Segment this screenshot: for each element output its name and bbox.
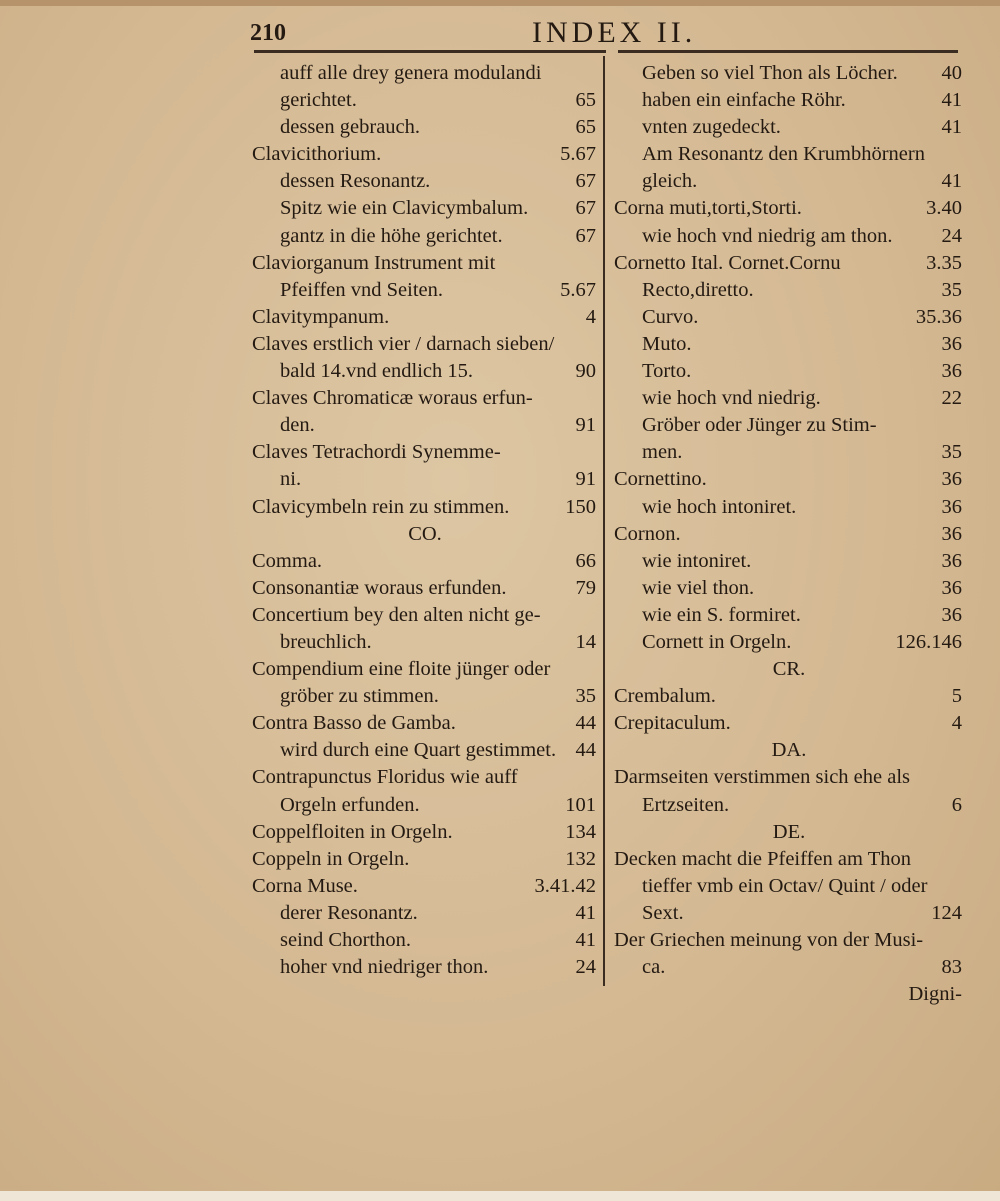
section-heading [614, 819, 964, 846]
entry-text: derer Resonantz. [280, 901, 418, 924]
entry-text: Consonantiæ woraus erfunden. [252, 576, 507, 599]
entry-page-ref: 67 [575, 170, 596, 193]
entry-page-ref: 36 [941, 603, 962, 626]
entry-text: Cornettino. [614, 468, 707, 491]
entry-page-ref: 35.36 [915, 305, 962, 328]
entry-page-ref: 14 [575, 630, 596, 653]
index-entry [614, 494, 964, 521]
entry-text: wie hoch vnd niedrig. [642, 387, 821, 410]
index-entry [614, 358, 964, 385]
entry-page-ref: 36 [941, 549, 962, 572]
entry-text: Darmseiten verstimmen sich ehe als [614, 766, 911, 789]
index-entry [614, 873, 964, 900]
index-entry [252, 602, 598, 629]
entry-page-ref: 5 [951, 685, 962, 708]
entry-page-ref: 24 [941, 224, 962, 247]
running-header [0, 16, 1000, 52]
entry-page-ref: 66 [575, 549, 596, 572]
entry-text: Gröber oder Jünger zu Stim- [642, 414, 877, 437]
entry-text: Am Resonantz den Krumbhörnern [642, 143, 925, 166]
entry-text: bald 14.vnd endlich 15. [280, 360, 474, 383]
index-entry [614, 548, 964, 575]
index-entry [252, 168, 598, 195]
entry-text: hoher vnd niedriger thon. [280, 956, 489, 979]
entry-text: gerichtet. [280, 89, 357, 112]
entry-page-ref: 3.40 [926, 197, 962, 220]
index-entry [614, 223, 964, 250]
index-entry [252, 819, 598, 846]
entry-page-ref: 41 [941, 89, 962, 112]
entry-text: CR. [772, 658, 806, 681]
column-divider [603, 56, 605, 986]
entry-text: breuchlich. [280, 630, 372, 653]
entry-text: Coppelfloiten in Orgeln. [252, 820, 453, 843]
entry-text: wie ein S. formiret. [642, 603, 801, 626]
index-entry [252, 277, 598, 304]
entry-page-ref: 5.67 [560, 278, 596, 301]
index-entry [614, 331, 964, 358]
entry-text: gröber zu stimmen. [280, 685, 439, 708]
index-entry [252, 114, 598, 141]
index-entry [614, 277, 964, 304]
entry-text: Der Griechen meinung von der Musi- [614, 929, 924, 951]
entry-page-ref: 36 [941, 495, 962, 518]
index-entry [614, 575, 964, 602]
entry-page-ref: 126.146 [895, 630, 962, 653]
entry-text: CO. [408, 522, 442, 545]
index-entry [614, 385, 964, 412]
entry-page-ref: 36 [941, 468, 962, 491]
index-entry [614, 521, 964, 548]
entry-page-ref: 36 [941, 576, 962, 599]
entry-text: den. [280, 414, 315, 437]
entry-page-ref: 44 [575, 739, 596, 762]
index-entry [614, 710, 964, 737]
index-entry [252, 195, 598, 222]
index-entry [614, 629, 964, 656]
index-entry [252, 87, 598, 114]
entry-page-ref: 3.35 [926, 251, 962, 274]
entry-text: Torto. [642, 360, 692, 383]
entry-page-ref: 90 [575, 360, 596, 383]
index-entry [252, 792, 598, 819]
entry-text: ca. [642, 956, 666, 979]
entry-text: haben ein einfache Röhr. [642, 89, 846, 112]
index-entry [614, 412, 964, 439]
entry-text: wie intoniret. [642, 549, 752, 572]
entry-text: wird durch eine Quart gestimmet. [280, 739, 557, 762]
page-title: INDEX II. [532, 16, 697, 49]
index-column-left [252, 60, 598, 981]
entry-page-ref: 83 [941, 956, 962, 979]
entry-text: Compendium eine floite jünger oder [252, 658, 551, 681]
entry-text: Contrapunctus Floridus wie auff [252, 766, 518, 789]
header-rule-right [618, 50, 958, 53]
index-entry [252, 737, 598, 764]
index-entry [252, 900, 598, 927]
entry-text: Decken macht die Pfeiffen am Thon [614, 847, 911, 870]
index-entry [252, 466, 598, 493]
entry-page-ref: 41 [941, 116, 962, 139]
index-entry [252, 575, 598, 602]
index-entry [614, 927, 964, 954]
entry-page-ref: 44 [575, 712, 596, 735]
entry-page-ref: 65 [575, 116, 596, 139]
entry-text: Corna Muse. [252, 874, 358, 897]
entry-page-ref: 65 [575, 89, 596, 112]
index-entry [252, 494, 598, 521]
entry-page-ref: 67 [575, 197, 596, 220]
catchword [614, 981, 964, 1008]
entry-text: Crepitaculum. [614, 712, 731, 735]
index-entry [252, 304, 598, 331]
entry-text: Claves Tetrachordi Synemme- [252, 441, 501, 464]
entry-page-ref: 101 [565, 793, 596, 816]
entry-page-ref: 3.41.42 [534, 874, 596, 897]
entry-text: Cornon. [614, 522, 681, 545]
entry-page-ref: 35 [575, 685, 596, 708]
entry-text: Spitz wie ein Clavicymbalum. [280, 197, 529, 220]
index-entry [252, 439, 598, 466]
index-entry [252, 927, 598, 954]
index-entry [252, 412, 598, 439]
entry-page-ref: 41 [575, 901, 596, 924]
entry-page-ref: 36 [941, 360, 962, 383]
entry-text: Claviorganum Instrument mit [252, 251, 496, 274]
index-entry [252, 873, 598, 900]
section-heading [614, 737, 964, 764]
index-entry [614, 900, 964, 927]
index-entry [252, 954, 598, 981]
index-entry [614, 439, 964, 466]
entry-page-ref: 124 [931, 901, 962, 924]
entry-page-ref: 4 [951, 712, 962, 735]
entry-text: seind Chorthon. [280, 929, 411, 951]
entry-page-ref: 35 [941, 441, 962, 464]
entry-text: dessen gebrauch. [280, 116, 421, 139]
entry-text: men. [642, 441, 683, 464]
entry-text: Clavicymbeln rein zu stimmen. [252, 495, 510, 518]
index-entry [252, 385, 598, 412]
entry-page-ref: 35 [941, 278, 962, 301]
entry-text: Muto. [642, 332, 692, 355]
entry-page-ref: 134 [565, 820, 596, 843]
index-entry [614, 304, 964, 331]
entry-text: Cornetto Ital. Cornet.Cornu [614, 251, 841, 274]
section-heading [614, 656, 964, 683]
entry-page-ref: 79 [575, 576, 596, 599]
entry-text: tieffer vmb ein Octav/ Quint / oder [642, 874, 928, 897]
entry-text: Geben so viel Thon als Löcher. [642, 62, 898, 84]
index-entry [252, 141, 598, 168]
index-column-right [614, 60, 964, 1008]
index-entry [252, 710, 598, 737]
entry-text: Claves Chromaticæ woraus erfun- [252, 387, 533, 410]
index-entry [252, 656, 598, 683]
entry-page-ref: 36 [941, 332, 962, 355]
index-entry [252, 846, 598, 873]
entry-text: Clavicithorium. [252, 143, 382, 166]
index-entry [614, 114, 964, 141]
index-entry [614, 168, 964, 195]
index-entry [614, 141, 964, 168]
entry-text: Recto,diretto. [642, 278, 754, 301]
index-entry [614, 87, 964, 114]
entry-text: Pfeiffen vnd Seiten. [280, 278, 444, 301]
entry-page-ref: 6 [951, 793, 962, 816]
entry-text: auff alle drey genera modulandi [280, 62, 542, 84]
entry-page-ref: 41 [941, 170, 962, 193]
entry-text: dessen Resonantz. [280, 170, 431, 193]
entry-page-ref: 5.67 [560, 143, 596, 166]
entry-page-ref: 91 [575, 414, 596, 437]
entry-text: wie viel thon. [642, 576, 755, 599]
entry-page-ref: 24 [575, 956, 596, 979]
entry-text: Crembalum. [614, 685, 716, 708]
index-entry [252, 548, 598, 575]
entry-text: Contra Basso de Gamba. [252, 712, 456, 735]
entry-text: DA. [771, 739, 807, 762]
index-entry [252, 358, 598, 385]
entry-text: gleich. [642, 170, 698, 193]
index-entry [252, 629, 598, 656]
entry-text: Coppeln in Orgeln. [252, 847, 410, 870]
entry-text: ni. [280, 468, 302, 491]
entry-text: wie hoch intoniret. [642, 495, 797, 518]
entry-text: Curvo. [642, 305, 699, 328]
index-entry [252, 764, 598, 791]
index-entry [614, 954, 964, 981]
entry-text: Comma. [252, 549, 323, 572]
entry-text: vnten zugedeckt. [642, 116, 781, 139]
index-entry [252, 223, 598, 250]
entry-page-ref: 41 [575, 929, 596, 951]
index-entry [614, 846, 964, 873]
entry-page-ref: 36 [941, 522, 962, 545]
index-entry [252, 331, 598, 358]
entry-text: gantz in die höhe gerichtet. [280, 224, 503, 247]
index-entry [614, 683, 964, 710]
entry-page-ref: 40 [941, 62, 962, 84]
entry-page-ref: 150 [565, 495, 596, 518]
entry-text: DE. [772, 820, 806, 843]
header-rule-left [254, 50, 606, 53]
index-entry [252, 250, 598, 277]
entry-text: Concertium bey den alten nicht ge- [252, 603, 541, 626]
index-entry [614, 466, 964, 493]
entry-text: Sext. [642, 901, 684, 924]
entry-text: Cornett in Orgeln. [642, 630, 792, 653]
entry-page-ref: 91 [575, 468, 596, 491]
entry-text: Clavitympanum. [252, 305, 390, 328]
section-heading [252, 521, 598, 548]
entry-page-ref: 4 [585, 305, 596, 328]
page-number: 210 [250, 20, 286, 46]
index-entry [614, 60, 964, 87]
entry-text: Ertzseiten. [642, 793, 730, 816]
index-entry [614, 792, 964, 819]
entry-text: Corna muti,torti,Storti. [614, 197, 802, 220]
entry-text: Orgeln erfunden. [280, 793, 420, 816]
entry-text: Claves erstlich vier / darnach sieben/ [252, 332, 555, 355]
entry-page-ref: 132 [565, 847, 596, 870]
index-entry [614, 195, 964, 222]
entry-text: Digni- [908, 983, 962, 1006]
index-entry [252, 60, 598, 87]
index-entry [614, 764, 964, 791]
entry-page-ref: 67 [575, 224, 596, 247]
entry-page-ref: 22 [941, 387, 962, 410]
index-entry [614, 602, 964, 629]
entry-text: wie hoch vnd niedrig am thon. [642, 224, 893, 247]
index-entry [614, 250, 964, 277]
index-entry [252, 683, 598, 710]
